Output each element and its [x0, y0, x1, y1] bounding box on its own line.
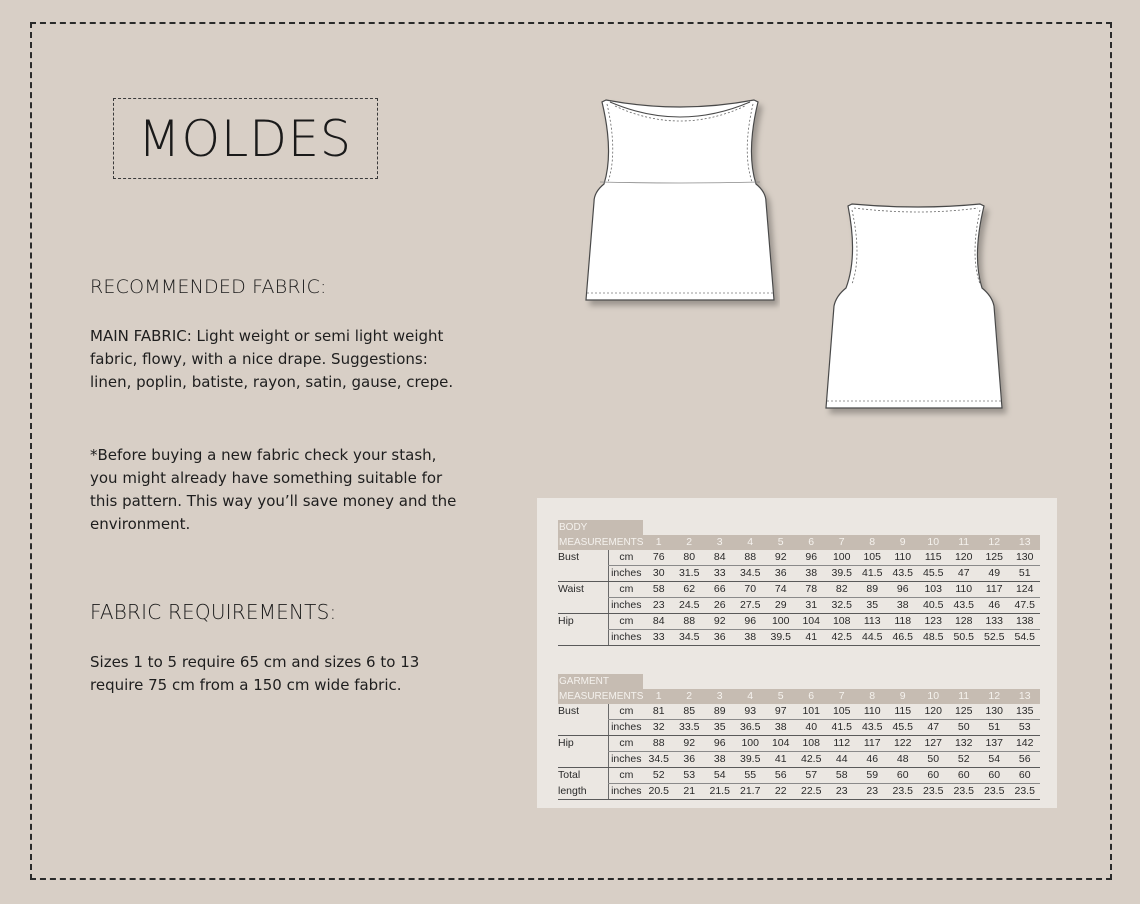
body-size-header: 2 [674, 535, 705, 550]
garment-table-cell: 117 [857, 736, 888, 752]
garment-table-row [558, 736, 1040, 752]
body-table-cell: 89 [857, 582, 888, 598]
fabric-requirements-heading: FABRIC REQUIREMENTS: [90, 600, 337, 624]
body-table-cell: 33 [704, 566, 735, 582]
body-table-cell: 70 [735, 582, 766, 598]
garment-table-cell: 115 [887, 704, 918, 720]
garment-table-label-line1: GARMENT [558, 674, 643, 689]
body-table-row [558, 614, 1040, 630]
body-table-cell: 33 [643, 630, 674, 646]
garment-table-cell: 21.5 [704, 784, 735, 800]
garment-size-header: 1 [643, 689, 674, 704]
body-table-cell: 76 [643, 550, 674, 566]
garment-table-cell: 135 [1009, 704, 1040, 720]
garment-table-cell: 21 [674, 784, 705, 800]
title-box [113, 98, 378, 179]
stash-note-text: *Before buying a new fabric check your stash, you might already have something suitable for this pattern. This way you’ll save money and the environment. [90, 446, 457, 533]
body-table-cell: 124 [1009, 582, 1040, 598]
garment-table-cell: 23.5 [979, 784, 1010, 800]
body-table-cell: 38 [796, 566, 827, 582]
garment-table-cell: 100 [735, 736, 766, 752]
garment-table-cell: 97 [765, 704, 796, 720]
garment-row-unit: cm [609, 704, 644, 720]
garment-table-cell: 34.5 [643, 752, 674, 768]
garment-table-cell: 23.5 [1009, 784, 1040, 800]
body-table-row [558, 598, 1040, 614]
measurements-panel [537, 498, 1057, 808]
body-table-cell: 23 [643, 598, 674, 614]
garment-table-cell: 23.5 [887, 784, 918, 800]
garment-row-unit: inches [609, 720, 644, 736]
body-table-cell: 45.5 [918, 566, 949, 582]
garment-table-cell: 60 [918, 768, 949, 784]
garment-row-unit: cm [609, 768, 644, 784]
body-table-cell: 44.5 [857, 630, 888, 646]
body-table-row [558, 630, 1040, 646]
garment-table-cell: 54 [979, 752, 1010, 768]
body-table-cell: 113 [857, 614, 888, 630]
body-row-unit: cm [609, 550, 644, 566]
garment-table-cell: 53 [674, 768, 705, 784]
garment-row-unit: inches [609, 752, 644, 768]
garment-table-row [558, 768, 1040, 784]
body-size-header: 5 [765, 535, 796, 550]
garment-table-cell: 81 [643, 704, 674, 720]
body-table-cell: 100 [826, 550, 857, 566]
garment-table-cell: 56 [765, 768, 796, 784]
garment-table-cell: 125 [948, 704, 979, 720]
garment-table-cell: 44 [826, 752, 857, 768]
body-table-cell: 108 [826, 614, 857, 630]
body-table-cell: 29 [765, 598, 796, 614]
body-table-cell: 58 [643, 582, 674, 598]
body-row-unit: inches [609, 630, 644, 646]
body-table-cell: 66 [704, 582, 735, 598]
body-table-cell: 40.5 [918, 598, 949, 614]
body-table-cell: 92 [765, 550, 796, 566]
body-table-cell: 88 [735, 550, 766, 566]
body-table-cell: 35 [857, 598, 888, 614]
garment-table-cell: 96 [704, 736, 735, 752]
garment-table-cell: 132 [948, 736, 979, 752]
body-table-cell: 74 [765, 582, 796, 598]
page-title: MOLDES [138, 109, 353, 168]
body-size-header: 8 [857, 535, 888, 550]
tank-top-back-illustration [820, 196, 1020, 422]
body-table-cell: 138 [1009, 614, 1040, 630]
body-size-header: 12 [979, 535, 1010, 550]
body-table-cell: 120 [948, 550, 979, 566]
body-row-label: Bust [558, 551, 580, 564]
body-table-cell: 125 [979, 550, 1010, 566]
garment-table-cell: 122 [887, 736, 918, 752]
body-size-header: 3 [704, 535, 735, 550]
body-table-cell: 92 [704, 614, 735, 630]
garment-size-header: 2 [674, 689, 705, 704]
body-table-cell: 43.5 [948, 598, 979, 614]
garment-table-cell: 40 [796, 720, 827, 736]
garment-table-cell: 42.5 [796, 752, 827, 768]
garment-table-cell: 120 [918, 704, 949, 720]
main-fabric-text: MAIN FABRIC: Light weight or semi light weight fabric, flowy, with a nice drape. Suggestions: linen, poplin, batiste, rayon, satin, gause, crepe. [90, 327, 454, 391]
garment-table-row [558, 720, 1040, 736]
garment-table-cell: 22 [765, 784, 796, 800]
garment-table-cell: 55 [735, 768, 766, 784]
body-table-cell: 88 [674, 614, 705, 630]
garment-row-unit: cm [609, 736, 644, 752]
body-table-cell: 24.5 [674, 598, 705, 614]
garment-table-label-line2: MEASUREMENTS [559, 691, 644, 702]
garment-table-cell: 23 [826, 784, 857, 800]
garment-table-cell: 50 [918, 752, 949, 768]
body-row-unit: cm [609, 614, 644, 630]
body-table-cell: 110 [887, 550, 918, 566]
body-row-label: Hip [558, 615, 574, 628]
garment-table-cell: 43.5 [857, 720, 888, 736]
body-table-cell: 26 [704, 598, 735, 614]
body-table-cell: 96 [735, 614, 766, 630]
garment-table-cell: 23.5 [948, 784, 979, 800]
garment-table-cell: 54 [704, 768, 735, 784]
garment-table-cell: 58 [826, 768, 857, 784]
body-table-cell: 51 [1009, 566, 1040, 582]
garment-table-cell: 52 [643, 768, 674, 784]
body-table-label-line1: BODY [558, 520, 643, 535]
body-table-cell: 48.5 [918, 630, 949, 646]
garment-table-cell: 51 [979, 720, 1010, 736]
garment-table-cell: 48 [887, 752, 918, 768]
garment-table-cell: 112 [826, 736, 857, 752]
body-table-cell: 133 [979, 614, 1010, 630]
garment-table-cell: 60 [887, 768, 918, 784]
body-row-label: Waist [558, 583, 584, 596]
body-table-cell: 54.5 [1009, 630, 1040, 646]
body-table-cell: 46 [979, 598, 1010, 614]
garment-table-cell: 23.5 [918, 784, 949, 800]
body-table-cell: 105 [857, 550, 888, 566]
body-table-cell: 115 [918, 550, 949, 566]
body-size-header: 1 [643, 535, 674, 550]
garment-table-cell: 20.5 [643, 784, 674, 800]
garment-table-cell: 36 [674, 752, 705, 768]
garment-table-row [558, 752, 1040, 768]
body-size-header: 11 [948, 535, 979, 550]
body-size-header: 9 [887, 535, 918, 550]
recommended-fabric-heading: RECOMMENDED FABRIC: [90, 276, 327, 298]
garment-table-cell: 38 [704, 752, 735, 768]
body-row-unit: inches [609, 598, 644, 614]
body-table-cell: 82 [826, 582, 857, 598]
body-table-cell: 43.5 [887, 566, 918, 582]
fabric-requirements-text: Sizes 1 to 5 require 65 cm and sizes 6 to 13 require 75 cm from a 150 cm wide fabric. [90, 653, 420, 694]
garment-size-header: 13 [1009, 689, 1040, 704]
body-table-cell: 103 [918, 582, 949, 598]
body-table-cell: 110 [948, 582, 979, 598]
garment-size-header: 11 [948, 689, 979, 704]
body-table-cell: 117 [979, 582, 1010, 598]
garment-table-row [558, 704, 1040, 720]
garment-measurements-table [558, 674, 1040, 800]
garment-table-cell: 93 [735, 704, 766, 720]
garment-table-cell: 110 [857, 704, 888, 720]
body-table-cell: 96 [887, 582, 918, 598]
body-table-cell: 32.5 [826, 598, 857, 614]
garment-table-cell: 23 [857, 784, 888, 800]
garment-size-header: 10 [918, 689, 949, 704]
garment-row-label [558, 720, 609, 736]
garment-row-label: Bust [558, 705, 580, 718]
body-table-cell: 31.5 [674, 566, 705, 582]
garment-table-cell: 60 [1009, 768, 1040, 784]
garment-row-label: Hip [558, 737, 574, 750]
body-size-header: 4 [735, 535, 766, 550]
garment-table-cell: 130 [979, 704, 1010, 720]
body-row-label [558, 598, 609, 614]
garment-table-cell: 52 [948, 752, 979, 768]
garment-table-cell: 57 [796, 768, 827, 784]
garment-size-header: 12 [979, 689, 1010, 704]
garment-table-cell: 56 [1009, 752, 1040, 768]
garment-row-unit: inches [609, 784, 644, 800]
garment-table-cell: 22.5 [796, 784, 827, 800]
body-table-row [558, 550, 1040, 566]
garment-table-cell: 41 [765, 752, 796, 768]
body-table-cell: 128 [948, 614, 979, 630]
body-table-row [558, 582, 1040, 598]
body-table-cell: 123 [918, 614, 949, 630]
garment-size-header: 7 [826, 689, 857, 704]
garment-size-header: 5 [765, 689, 796, 704]
body-table-cell: 52.5 [979, 630, 1010, 646]
garment-size-header: 6 [796, 689, 827, 704]
body-table-cell: 38 [887, 598, 918, 614]
garment-table-cell: 85 [674, 704, 705, 720]
garment-table-cell: 108 [796, 736, 827, 752]
body-table-cell: 84 [643, 614, 674, 630]
body-table-cell: 47 [948, 566, 979, 582]
body-table-cell: 30 [643, 566, 674, 582]
garment-table-cell: 32 [643, 720, 674, 736]
body-table-label-line2: MEASUREMENTS [559, 537, 644, 548]
garment-table-cell: 45.5 [887, 720, 918, 736]
body-table-cell: 47.5 [1009, 598, 1040, 614]
garment-table-cell: 39.5 [735, 752, 766, 768]
garment-table-cell: 36.5 [735, 720, 766, 736]
garment-size-header: 8 [857, 689, 888, 704]
garment-size-header: 4 [735, 689, 766, 704]
garment-size-header: 3 [704, 689, 735, 704]
garment-table-cell: 137 [979, 736, 1010, 752]
body-table-cell: 34.5 [674, 630, 705, 646]
garment-table-cell: 89 [704, 704, 735, 720]
garment-table-cell: 33.5 [674, 720, 705, 736]
garment-table-cell: 35 [704, 720, 735, 736]
body-table-cell: 62 [674, 582, 705, 598]
garment-table-cell: 142 [1009, 736, 1040, 752]
body-table-cell: 36 [765, 566, 796, 582]
garment-table-cell: 47 [918, 720, 949, 736]
garment-table-cell: 104 [765, 736, 796, 752]
garment-table-cell: 127 [918, 736, 949, 752]
body-table-cell: 36 [704, 630, 735, 646]
tank-top-front-illustration [580, 92, 780, 318]
garment-table-cell: 59 [857, 768, 888, 784]
body-table-cell: 78 [796, 582, 827, 598]
garment-table-cell: 41.5 [826, 720, 857, 736]
body-table-cell: 49 [979, 566, 1010, 582]
garment-table-cell: 46 [857, 752, 888, 768]
body-size-header: 7 [826, 535, 857, 550]
garment-row-label: Total [558, 769, 581, 782]
body-table-cell: 27.5 [735, 598, 766, 614]
body-measurements-table [558, 520, 1040, 646]
body-table-cell: 100 [765, 614, 796, 630]
body-table-cell: 34.5 [735, 566, 766, 582]
body-table-cell: 38 [735, 630, 766, 646]
body-size-header: 10 [918, 535, 949, 550]
garment-row-label: length [558, 784, 609, 800]
garment-table-cell: 60 [948, 768, 979, 784]
body-row-label [558, 630, 609, 646]
garment-table-cell: 92 [674, 736, 705, 752]
garment-table-cell: 101 [796, 704, 827, 720]
body-size-header: 13 [1009, 535, 1040, 550]
garment-table-row [558, 784, 1040, 800]
body-row-label [558, 566, 609, 582]
body-table-cell: 41.5 [857, 566, 888, 582]
garment-size-header: 9 [887, 689, 918, 704]
garment-table-cell: 53 [1009, 720, 1040, 736]
garment-table-cell: 88 [643, 736, 674, 752]
body-table-cell: 50.5 [948, 630, 979, 646]
body-table-cell: 104 [796, 614, 827, 630]
garment-row-label [558, 752, 609, 768]
body-size-header: 6 [796, 535, 827, 550]
body-table-cell: 84 [704, 550, 735, 566]
body-table-row [558, 566, 1040, 582]
garment-table-cell: 50 [948, 720, 979, 736]
garment-table-cell: 21.7 [735, 784, 766, 800]
garment-table-cell: 60 [979, 768, 1010, 784]
body-table-cell: 39.5 [765, 630, 796, 646]
body-table-cell: 80 [674, 550, 705, 566]
garment-table-cell: 105 [826, 704, 857, 720]
body-row-unit: cm [609, 582, 644, 598]
garment-table-cell: 38 [765, 720, 796, 736]
body-table-cell: 46.5 [887, 630, 918, 646]
body-table-cell: 31 [796, 598, 827, 614]
body-table-cell: 39.5 [826, 566, 857, 582]
body-table-cell: 130 [1009, 550, 1040, 566]
body-table-cell: 118 [887, 614, 918, 630]
body-row-unit: inches [609, 566, 644, 582]
body-table-cell: 41 [796, 630, 827, 646]
body-table-cell: 42.5 [826, 630, 857, 646]
body-table-cell: 96 [796, 550, 827, 566]
